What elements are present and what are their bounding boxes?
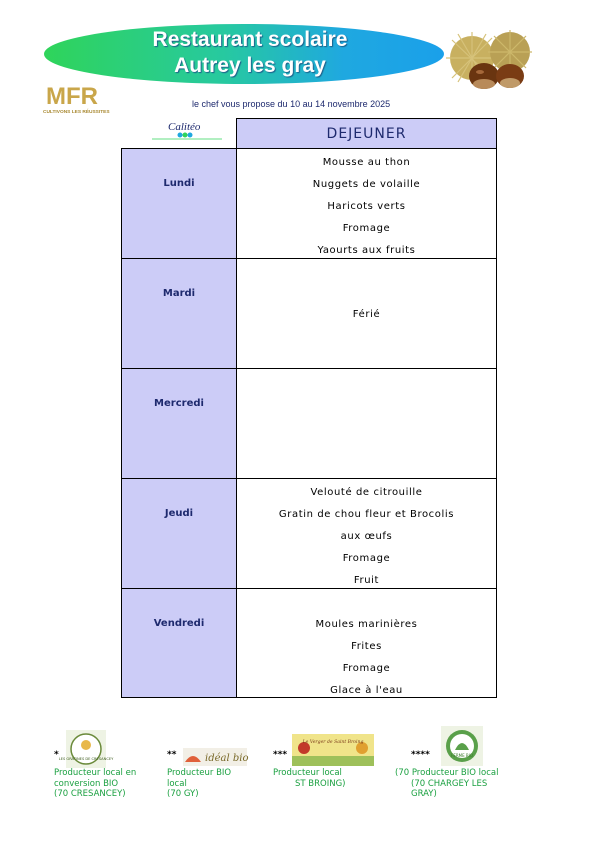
logo-text: FERME BIO <box>451 753 473 758</box>
chef-proposal-line: le chef vous propose du 10 au 14 novembre 2025 <box>192 99 391 109</box>
day-cell-vendredi <box>121 588 237 698</box>
title-line-2: Autrey les gray <box>174 54 326 77</box>
producer-text <box>273 768 346 789</box>
verger-saint-broing-logo <box>292 734 374 766</box>
producer-text <box>395 768 498 800</box>
dish-item: Frites <box>351 641 382 652</box>
dish-item: Fromage <box>342 223 391 234</box>
producer-line: (70 GY) <box>167 789 199 799</box>
producer-line: (70 Producteur BIO local <box>395 768 499 778</box>
producer-line: ST BROING) <box>295 778 346 789</box>
mfr-logo <box>42 82 134 116</box>
producer-text <box>167 768 231 800</box>
dish-item: Glace à l'eau <box>330 685 403 696</box>
logo-text: idéal bio <box>205 753 249 764</box>
dish-item: Fromage <box>342 663 391 674</box>
dish-item: aux œufs <box>340 531 393 542</box>
producer-line: Producteur BIO <box>167 768 232 778</box>
producer-line: (70 CHARGEY LES <box>411 778 488 789</box>
title-line-1: Restaurant scolaire <box>152 28 348 51</box>
producer-stars: ** <box>167 750 177 760</box>
page-title <box>130 27 370 79</box>
dish-item: Haricots verts <box>327 201 406 212</box>
meal-header: DEJEUNER <box>326 125 407 142</box>
producer-line: Producteur local en <box>54 768 137 778</box>
logo-text: LES GRATINES DE CRESANCEY <box>58 757 114 761</box>
producer-stars: **** <box>411 750 430 760</box>
dish-item: Yaourts aux fruits <box>317 245 416 256</box>
logo-text: Le Verger de Saint Broing <box>302 740 364 745</box>
producer-line: Producteur local <box>273 768 342 778</box>
day-label: Mercredi <box>154 398 204 409</box>
mfr-tagline: CULTIVONS LES RÉUSSITES <box>43 110 110 115</box>
dish-cell-mercredi <box>236 368 497 479</box>
dish-item: Fromage <box>342 553 391 564</box>
producer-stars: * <box>54 750 59 760</box>
mfr-logo-text: MFR <box>46 83 98 110</box>
dish-cell-mardi <box>236 258 497 369</box>
day-cell-jeudi <box>121 478 237 589</box>
producer-line: GRAY) <box>411 789 437 799</box>
day-label: Mardi <box>162 288 196 299</box>
dish-item: Férié <box>352 309 381 320</box>
day-cell-mercredi <box>121 368 237 479</box>
chestnut-image <box>440 26 540 94</box>
gratines-cresancey-logo <box>58 730 114 768</box>
producer-line: conversion BIO <box>54 778 119 789</box>
meal-header-cell <box>236 118 497 149</box>
day-label: Vendredi <box>153 618 205 629</box>
dish-item: Velouté de citrouille <box>310 487 423 498</box>
dish-item: Mousse au thon <box>322 157 411 168</box>
dish-item: Fruit <box>353 575 380 586</box>
dish-item: Nuggets de volaille <box>312 179 421 190</box>
ideal-bio-logo <box>183 748 247 766</box>
day-label: Jeudi <box>164 508 194 519</box>
dish-item: Gratin de chou fleur et Brocolis <box>278 509 455 520</box>
dish-cell-vendredi <box>236 588 497 698</box>
day-cell-mardi <box>121 258 237 369</box>
producer-line: local <box>167 778 187 789</box>
caliteo-logo-text: Calitéo <box>168 121 201 133</box>
dish-cell-jeudi <box>236 478 497 589</box>
caliteo-logo <box>148 118 226 146</box>
producer-text <box>54 768 136 800</box>
dish-cell-lundi <box>236 148 497 259</box>
producer-stars: *** <box>273 750 288 760</box>
day-label: Lundi <box>163 178 195 189</box>
producer-line: (70 CRESANCEY) <box>54 789 126 799</box>
ferme-bio-logo <box>441 726 483 766</box>
day-cell-lundi <box>121 148 237 259</box>
dish-item: Moules marinières <box>315 619 418 630</box>
